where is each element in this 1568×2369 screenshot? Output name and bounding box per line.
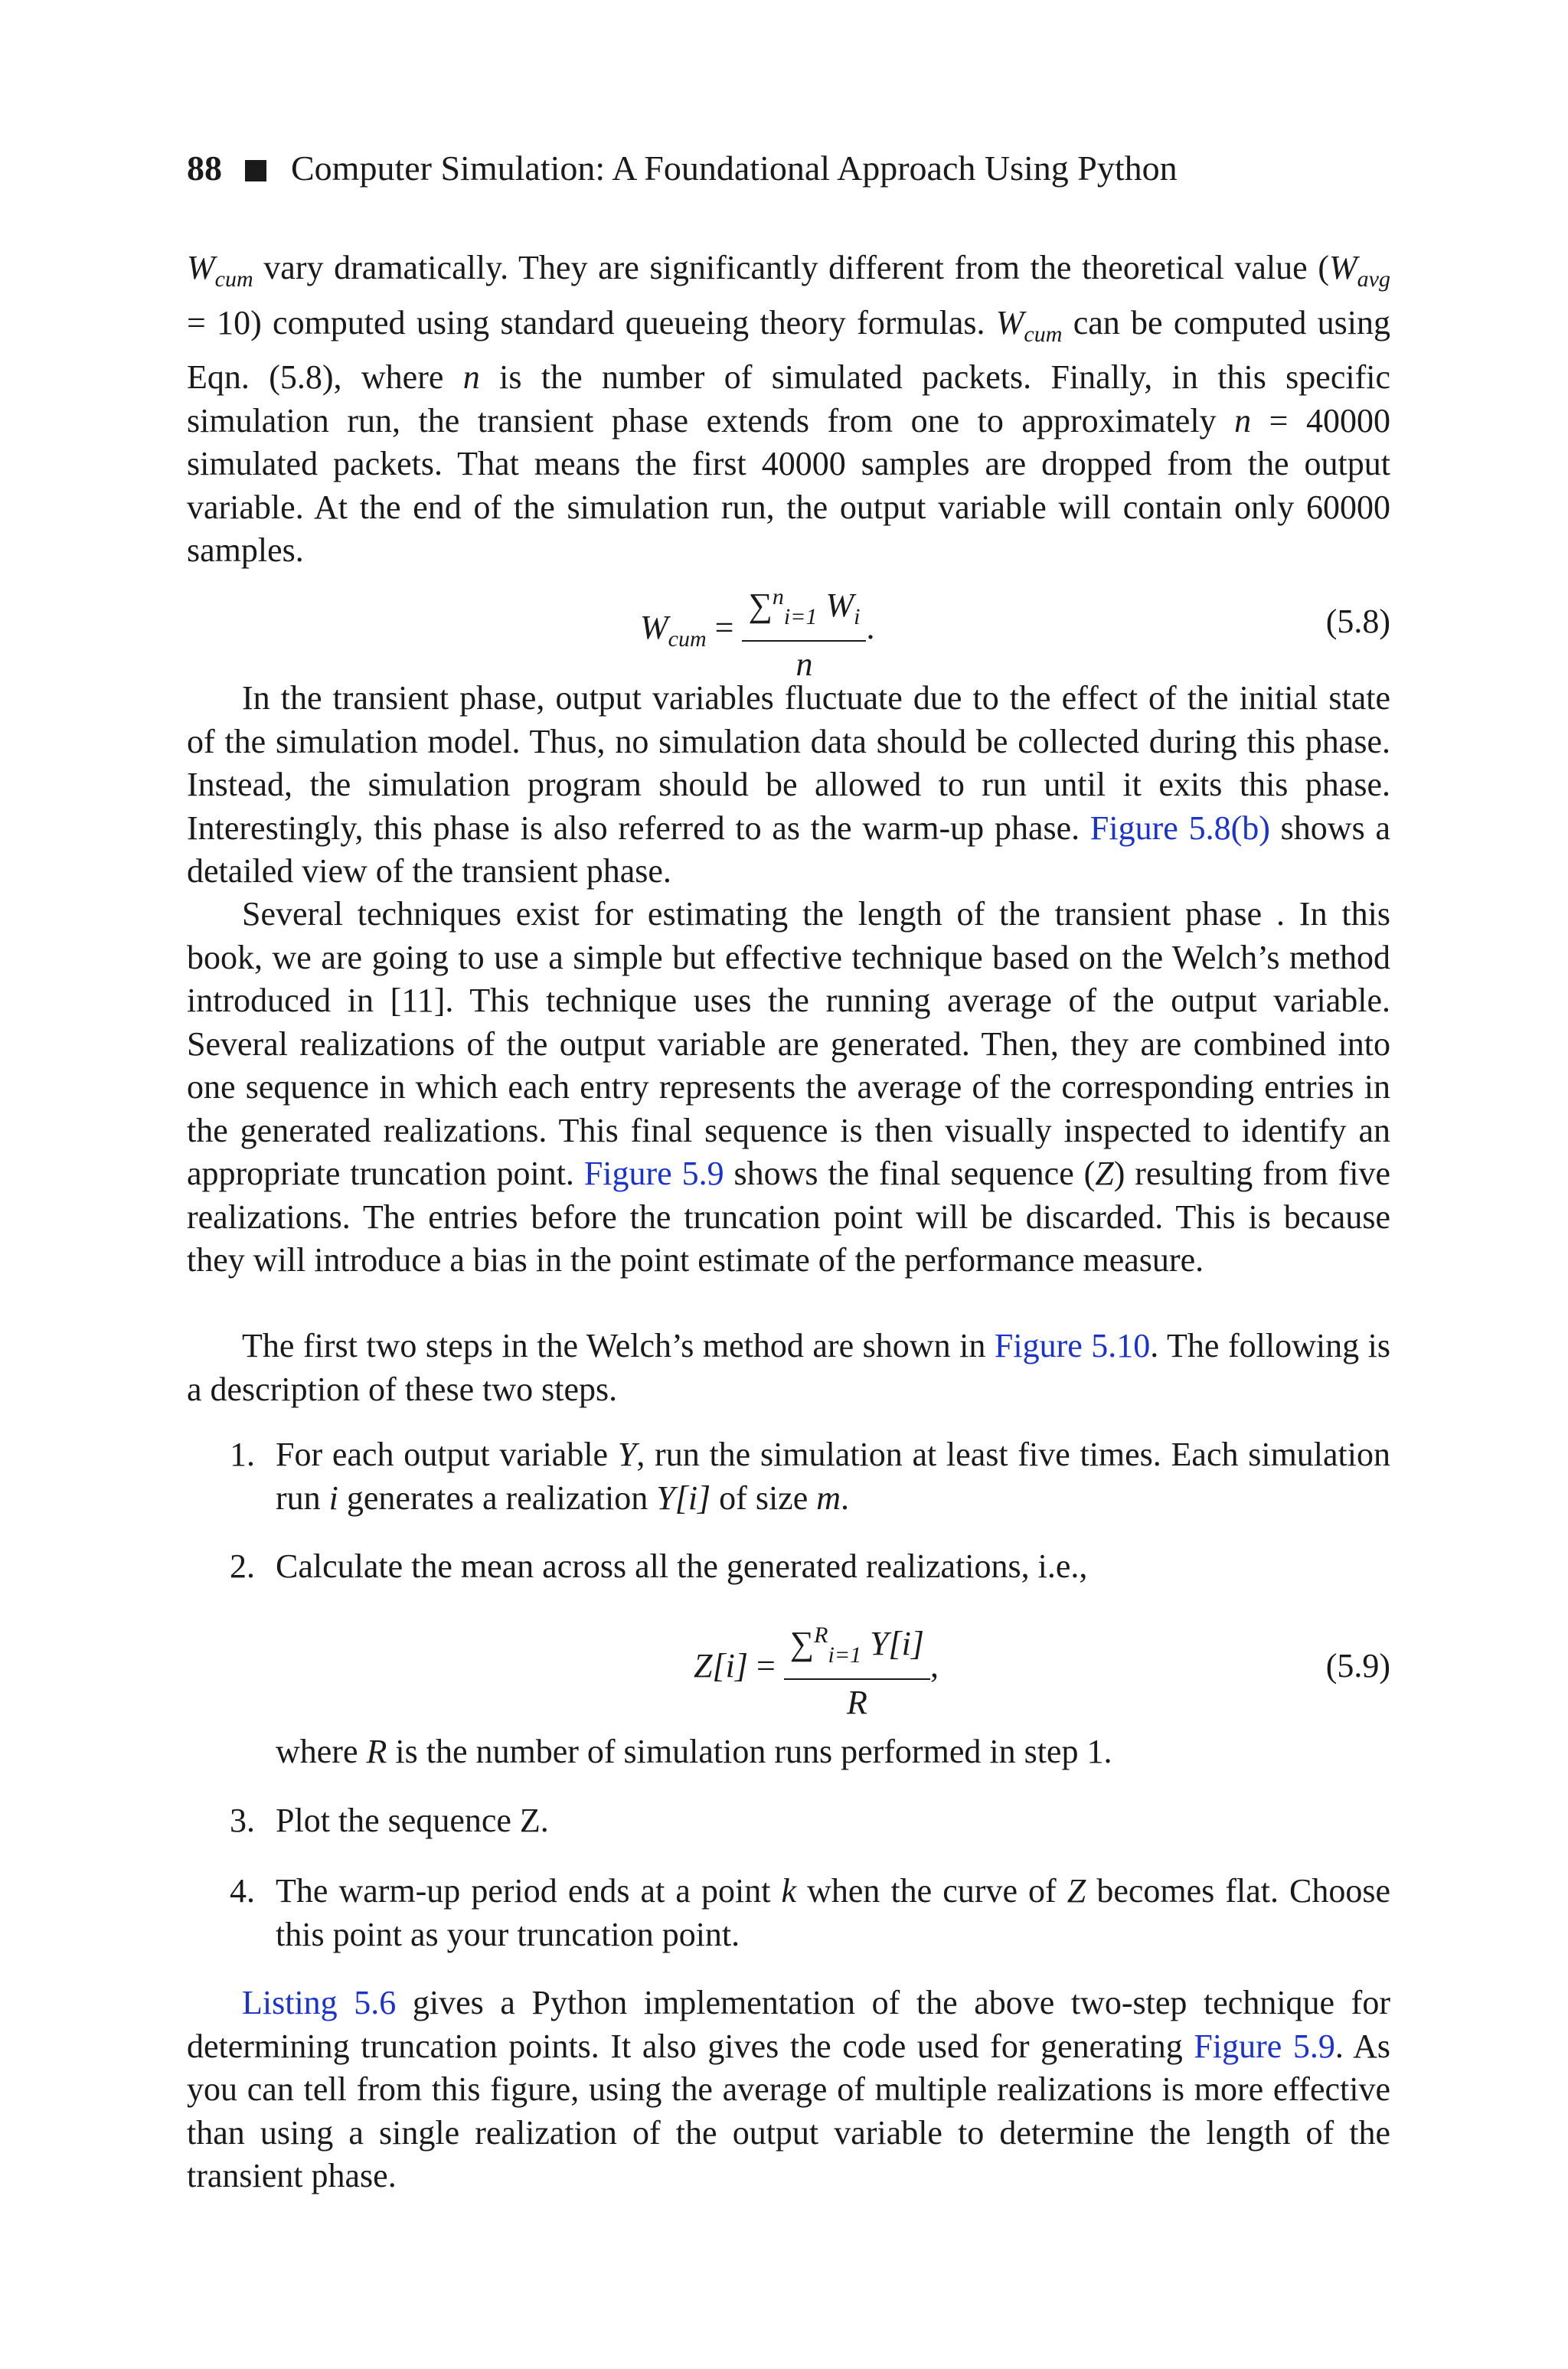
equation-5-8 (640, 576, 874, 686)
math-y-i: Y[i] (870, 1625, 925, 1662)
math-w: W (1329, 249, 1357, 286)
paragraph-4 (187, 1325, 1390, 1411)
paragraph-2 (187, 677, 1390, 894)
text: vary dramatically. They are significantly different from the theoretical value ( (253, 249, 1330, 286)
text: of size (710, 1479, 817, 1517)
math-y: Y (617, 1436, 637, 1473)
text: For each output variable (276, 1436, 618, 1473)
list-item (230, 1799, 1390, 1843)
math-sub: i (854, 604, 861, 629)
listing-5-6-link[interactable]: Listing 5.6 (242, 1984, 397, 2021)
equals-sign: = (747, 1647, 784, 1685)
equals-sign: = (706, 609, 743, 647)
math-z: Z (1095, 1155, 1114, 1192)
text: In the transient phase, output variables fluctuate due to the effect of the initial state of the simulation model. Thus, no simulation data should be collected during this phase. Instead, the simulation program should be allowed to run until it exits this phase. Interestingly, this phase is also referred to as the warm-up phase. (187, 679, 1390, 847)
paragraph-5 (187, 1982, 1390, 2198)
list-item (230, 1545, 1390, 1589)
list-item-continuation (276, 1730, 1390, 1774)
list-number: 1. (230, 1436, 255, 1473)
list-item (230, 1433, 1390, 1520)
text: is the number of simulated packets. Finally, in this specific simulation run, the transient phase extends from one to approximately (187, 358, 1390, 439)
text: generates a realization (338, 1479, 657, 1517)
text: . (841, 1479, 850, 1517)
math-n: n (1234, 401, 1252, 439)
text: gives a Python implementation of the above two-step technique for determining truncation points. It also gives the code used for generating (187, 1984, 1390, 2065)
square-bullet-icon (245, 160, 266, 181)
figure-5-8b-link[interactable]: Figure 5.8(b) (1089, 809, 1270, 847)
figure-5-9-link[interactable]: Figure 5.9 (583, 1155, 724, 1192)
list-number: 2. (230, 1547, 255, 1585)
running-header (187, 147, 1178, 190)
text: ) resulting from five realizations. The entries before the truncation point will be discarded. This is because they will introduce a bias in the point estimate of the performance measure. (187, 1155, 1390, 1279)
equation-number: (5.9) (1325, 1647, 1390, 1684)
sum-sign: ∑ (748, 587, 773, 624)
text: = 40000 simulated packets. That means the first 40000 samples are dropped from the output variable. At the end of the simulation run, the output variable will contain only 60000 samples. (187, 401, 1390, 569)
math-m: m (816, 1479, 841, 1517)
math-w: W (640, 609, 668, 647)
list-item (230, 1870, 1390, 1956)
fraction (784, 1614, 930, 1724)
list-number: 3. (230, 1802, 255, 1839)
math-z: Z (1067, 1872, 1086, 1910)
text: shows a detailed view of the transient phase. (187, 809, 1390, 890)
math-sub-cum: cum (1024, 321, 1063, 347)
figure-5-9-link[interactable]: Figure 5.9 (1194, 2027, 1335, 2065)
math-k: k (781, 1872, 797, 1910)
text: when the curve of (796, 1872, 1067, 1910)
text: The warm-up period ends at a point (276, 1872, 782, 1910)
text: = 10) computed using standard queueing theory formulas. (187, 303, 996, 341)
sum-sign: ∑ (789, 1625, 815, 1662)
text: . The following is a description of these two steps. (187, 1327, 1390, 1408)
sum-lower: i=1 (783, 604, 818, 629)
fraction (742, 576, 866, 686)
figure-5-10-link[interactable]: Figure 5.10 (994, 1327, 1151, 1364)
paragraph-1 (187, 247, 1390, 573)
math-sub: cum (668, 626, 707, 652)
math-w: W (187, 249, 215, 286)
numerator (784, 1614, 930, 1680)
text: Several techniques exist for estimating the length of the transient phase . In this book, we are going to use a simple but effective technique based on the Welch’s method introduced in [11]. This technique uses the running average of the output variable. Several realizations of the output variable are generated. Then, they are combined into one sequence in which each entry represents the average of the corresponding entries in the generated realizations. This final sequence is then visually inspected to identify an appropriate truncation point. (187, 895, 1390, 1192)
math-w: W (825, 587, 854, 624)
text: . As you can tell from this figure, using the average of multiple realizations is more effective than using a single realization of the output variable to determine the length of the transient phase. (187, 2027, 1390, 2194)
equation-number: (5.8) (1325, 603, 1390, 640)
math-r: R (366, 1733, 387, 1770)
page-number: 88 (187, 149, 222, 188)
math-yi: Y[i] (656, 1479, 711, 1517)
math-w: W (995, 303, 1024, 341)
text: becomes flat. Choose this point as your truncation point. (276, 1872, 1391, 1953)
sum-upper: n (772, 584, 784, 609)
sum-upper: R (814, 1622, 828, 1648)
text: The first two steps in the Welch’s method are shown in (242, 1327, 995, 1364)
math-sub-cum: cum (214, 266, 253, 292)
text: can be computed using Eqn. (5.8), where (187, 303, 1390, 396)
math-i: i (328, 1479, 338, 1517)
math-n: n (462, 358, 480, 396)
math-z-i: Z[i] (694, 1647, 748, 1685)
running-title: Computer Simulation: A Foundational Approach Using Python (291, 149, 1178, 188)
text: Plot the sequence Z. (276, 1802, 549, 1839)
sum-lower: i=1 (828, 1642, 862, 1668)
punctuation: . (866, 609, 875, 647)
text: shows the final sequence ( (724, 1155, 1096, 1192)
numerator (742, 576, 866, 642)
denominator: n (795, 645, 813, 683)
list-number: 4. (230, 1872, 255, 1910)
text: Calculate the mean across all the generated realizations, i.e., (276, 1547, 1088, 1585)
text: , run the simulation at least five times. Each simulation run (276, 1436, 1390, 1517)
denominator: R (846, 1684, 867, 1721)
punctuation: , (930, 1647, 939, 1685)
text: is the number of simulation runs performed in step 1. (387, 1733, 1112, 1770)
paragraph-3 (187, 893, 1390, 1283)
text: where (276, 1733, 367, 1770)
math-sub-avg: avg (1357, 266, 1390, 292)
equation-5-9 (694, 1614, 939, 1724)
